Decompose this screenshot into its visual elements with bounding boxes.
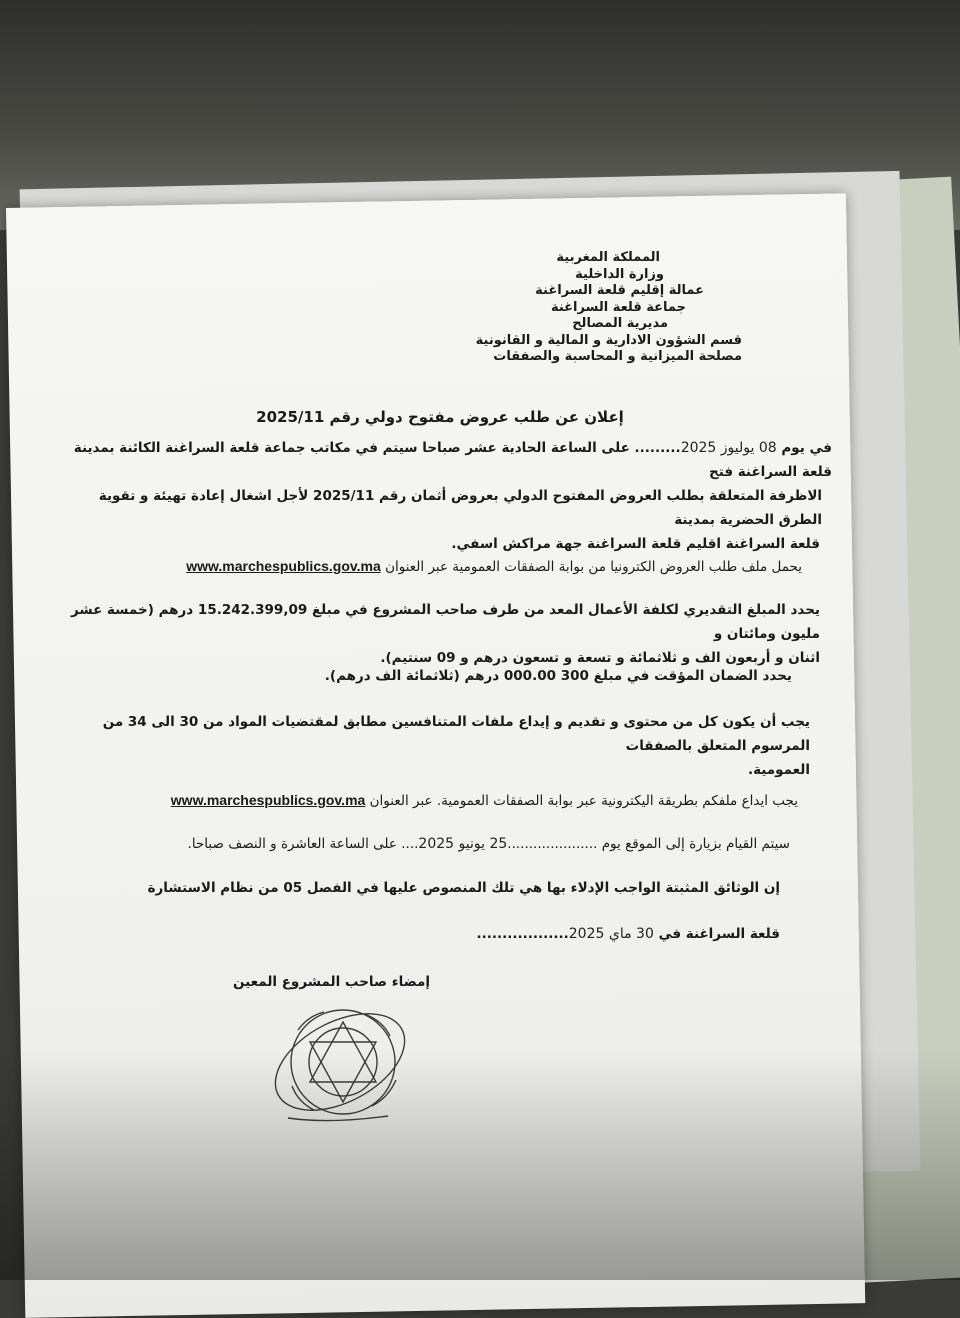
estimate-line1: يحدد المبلغ التقديري لكلفة الأعمال المعد من طرف صاحب المشروع في مبلغ 15.242.399,09 درهم (خمسة عشر مليون ومائتان و bbox=[70, 602, 820, 642]
bottom-shadow bbox=[0, 1050, 960, 1280]
content-paragraph bbox=[40, 710, 810, 782]
download-url-link[interactable]: www.marchespublics.gov.ma bbox=[186, 558, 381, 574]
documents-paragraph: إن الوثائق المثبتة الواجب الإدلاء بها هي تلك المنصوص عليها في الفصل 05 من نظام الاستشارة bbox=[147, 880, 780, 896]
place-date-prefix: قلعة السراغنة في bbox=[658, 926, 780, 942]
letterhead-line: جماعة قلعة السراغنة bbox=[550, 299, 686, 315]
announcement-title: إعلان عن طلب عروض مفتوح دولي رقم 2025/11 bbox=[256, 408, 624, 426]
place-date-handwritten: 30 ماي 2025 bbox=[568, 926, 654, 942]
visit-paragraph: سيتم القيام بزيارة إلى الموقع يوم .....................25 يونيو 2025.... على الساعة العاشرة و النصف صباحا. bbox=[187, 836, 790, 852]
content-line1: يجب أن يكون كل من محتوى و تقديم و إيداع ملفات المتنافسين مطابق لمقتضيات المواد من 30 الى 34 من المرسوم المتعلق بالصفقات bbox=[102, 714, 810, 754]
letterhead-line: المملكة المغربية bbox=[556, 250, 660, 265]
opening-date-handwritten: 08 يوليوز 2025 bbox=[680, 440, 777, 456]
estimate-paragraph bbox=[40, 598, 820, 670]
deposit-paragraph bbox=[38, 788, 798, 813]
visit-suffix: على الساعة العاشرة و النصف صباحا. bbox=[187, 836, 397, 852]
opening-prefix: في يوم bbox=[781, 440, 832, 456]
deposit-text: يجب ايداع ملفكم بطريقة اليكترونية عبر بوابة الصفقات العمومية. عبر العنوان bbox=[369, 793, 798, 809]
download-paragraph bbox=[42, 554, 802, 579]
opening-line1: على الساعة الحادية عشر صباحا سيتم في مكاتب جماعة قلعة السراغنة الكائنة بمدينة قلعة السراغنة فتح bbox=[73, 440, 832, 480]
deposit-url-link[interactable]: www.marchespublics.gov.ma bbox=[170, 792, 366, 808]
letterhead-line: وزارة الداخلية bbox=[575, 266, 664, 282]
letterhead-line: مديرية المصالح bbox=[572, 316, 668, 331]
guarantee-paragraph: يحدد الضمان المؤقت في مبلغ 300 000.00 درهم (ثلاثمائة الف درهم). bbox=[324, 668, 792, 684]
visit-date-handwritten: 25 يونيو 2025 bbox=[418, 836, 508, 852]
letterhead-line: عمالة إقليم قلعة السراغنة bbox=[535, 283, 704, 298]
content-line2: العمومية. bbox=[747, 762, 810, 778]
estimate-line2: اثنان و أربعون الف و ثلاثمائة و تسعة و تسعون درهم و 09 سنتيم). bbox=[380, 650, 820, 666]
opening-paragraph: في يوم 08 يوليوز 2025......... على الساعة الحادية عشر صباحا سيتم في مكاتب جماعة قلعة السراغنة الكائنة بمدينة قلعة السراغنة فتح الاظرفة المتعلقة بطلب العروض المفتوح الدولي بعروض أثمان رقم 2025/11 لأجل اشغال إعادة تهيئة و تقوية الطرق الحضرية بمدينة قلعة السراغنة اقليم قلعة السراغنة جهة مراكش اسفي. bbox=[52, 436, 812, 556]
letterhead bbox=[292, 250, 742, 366]
letterhead-line: مصلحة الميزانية و المحاسبة والصفقات bbox=[493, 349, 742, 364]
opening-line3: قلعة السراغنة اقليم قلعة السراغنة جهة مراكش اسفي. bbox=[451, 536, 820, 552]
letterhead-line: قسم الشؤون الادارية و المالية و القانونية bbox=[475, 332, 742, 348]
visit-prefix: سيتم القيام بزيارة إلى الموقع يوم bbox=[601, 836, 790, 852]
opening-line2: الاظرفة المتعلقة بطلب العروض المفتوح الدولي بعروض أثمان رقم 2025/11 لأجل اشغال إعادة تهيئة و تقوية الطرق الحضرية بمدينة bbox=[98, 488, 822, 528]
signature-label: إمضاء صاحب المشروع المعين bbox=[232, 974, 430, 990]
place-date-line: قلعة السراغنة في 30 ماي 2025.................. bbox=[476, 926, 780, 942]
download-text: يحمل ملف طلب العروض الكترونيا من بوابة الصفقات العمومية عبر العنوان bbox=[385, 559, 802, 575]
